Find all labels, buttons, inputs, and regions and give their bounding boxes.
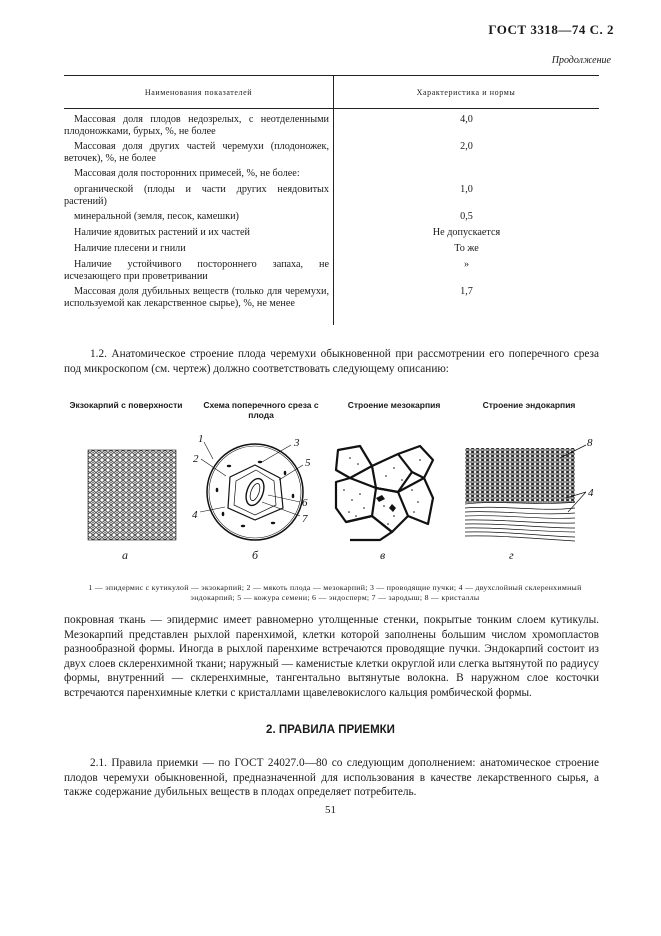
paragraph-description: покровная ткань — эпидермис имеет равномерно утолщенные стенки, покрытые тонким слоем кутикулы. Мезокарпий представлен рыхлой паренхимой, клетки которой заполнены большим числом хромопластов разнообразной формы. Иногда в рыхлой паренхиме встречаются проводящие пучки. Эндокарпий состоит из двух слоев склеренхимной ткани; наружный — каменистые клетки округлой или слегка вытянутой по радиусу формы, внутренний — склеренхимные, тангентально вытянутые волокна. В наружном слое косточки встречаются паренхимные клетки с кристаллами щавелевокислого кальция ромбической формы. — [64, 614, 599, 699]
figure-title-b: Схема поперечного среза с плода — [203, 400, 319, 420]
row-name: Массовая доля плодов недозрелых, с неотделенными плодоножками, бурых, %, не более — [64, 114, 329, 137]
figure-caption: 1 — эпидермис с кутикулой — экзокарпий; 2 — мякоть плода — мезокарпий; 3 — проводящие пучки; 4 — двухслойный склеренхимный эндокарпий; 5 — кожура семени; 6 — эндосперм; 7 — зародыш; 8 — кристаллы — [88, 583, 582, 602]
standard-header: ГОСТ 3318—74 С. 2 — [488, 22, 614, 37]
table-header-rule — [64, 108, 599, 109]
panel-label-b: б — [252, 548, 259, 562]
figure-title-a: Экзокарпий с поверхности — [69, 400, 183, 410]
panel-label-d: г — [509, 548, 514, 562]
col-header-norms: Характеристика и нормы — [416, 88, 516, 97]
row-name: Массовая доля посторонних примесей, %, не более: — [74, 168, 300, 179]
figure-title-c: Строение мезокарпия — [347, 400, 441, 410]
row-value: 0,5 — [460, 211, 473, 222]
anatomy-figure — [0, 420, 661, 570]
row-value: Не допускается — [432, 227, 501, 238]
row-value: То же — [454, 243, 479, 254]
paragraph-2-1: 2.1. Правила приемки — по ГОСТ 24027.0—80 со следующим дополнением: анатомическое строение плодов черемухи обыкновенной, предназначенной для использования в качестве лекарственного сырья, а также содержание дубильных веществ в плодах определяет потребитель. — [64, 757, 599, 798]
callout-2: 2 — [193, 453, 199, 465]
panel-cross-section — [200, 442, 303, 540]
paragraph-1-2: 1.2. Анатомическое строение плода черемухи обыкновенной при рассмотрении его поперечного среза под микроскопом (см. чертеж) должно соответствовать следующему описанию: — [64, 348, 599, 375]
panel-mesocarp — [335, 445, 435, 540]
row-name: Массовая доля других частей черемухи (плодоножек, веточек), %, не более — [64, 141, 329, 164]
callout-1: 1 — [198, 433, 204, 445]
col-header-names: Наименования показателей — [144, 88, 253, 97]
row-value: 2,0 — [460, 141, 473, 152]
callout-4: 4 — [192, 509, 198, 521]
callout-8: 8 — [587, 437, 593, 449]
callout-3: 3 — [294, 437, 300, 449]
table-top-rule — [64, 75, 599, 76]
figure-title-d: Строение эндокарпия — [482, 400, 576, 410]
row-name: минеральной (земля, песок, камешки) — [74, 211, 239, 222]
callout-4-endocarp: 4 — [588, 487, 594, 499]
page-number: 51 — [325, 804, 336, 816]
row-name: органической (плоды и части других неядовитых растений) — [64, 184, 329, 207]
row-value: 1,0 — [460, 184, 473, 195]
row-value: » — [463, 259, 470, 270]
row-value: 1,7 — [460, 286, 473, 297]
row-name: Наличие плесени и гнили — [74, 243, 186, 254]
panel-exocarp — [88, 450, 176, 540]
callout-5: 5 — [305, 457, 311, 469]
row-name: Массовая доля дубильных веществ (только для черемухи, используемой как лекарственное сырье), %, не менее — [64, 286, 329, 309]
panel-label-a: а — [122, 548, 128, 562]
callout-6: 6 — [302, 497, 308, 509]
row-name: Наличие ядовитых растений и их частей — [74, 227, 251, 238]
section-heading: 2. ПРАВИЛА ПРИЕМКИ — [266, 724, 395, 736]
panel-label-c: в — [380, 548, 386, 562]
row-name: Наличие устойчивого постороннего запаха, не исчезающего при проветривании — [64, 259, 329, 282]
continuation-label: Продолжение — [551, 55, 611, 66]
row-value: 4,0 — [460, 114, 473, 125]
panel-endocarp — [465, 445, 586, 541]
callout-7: 7 — [302, 513, 308, 525]
